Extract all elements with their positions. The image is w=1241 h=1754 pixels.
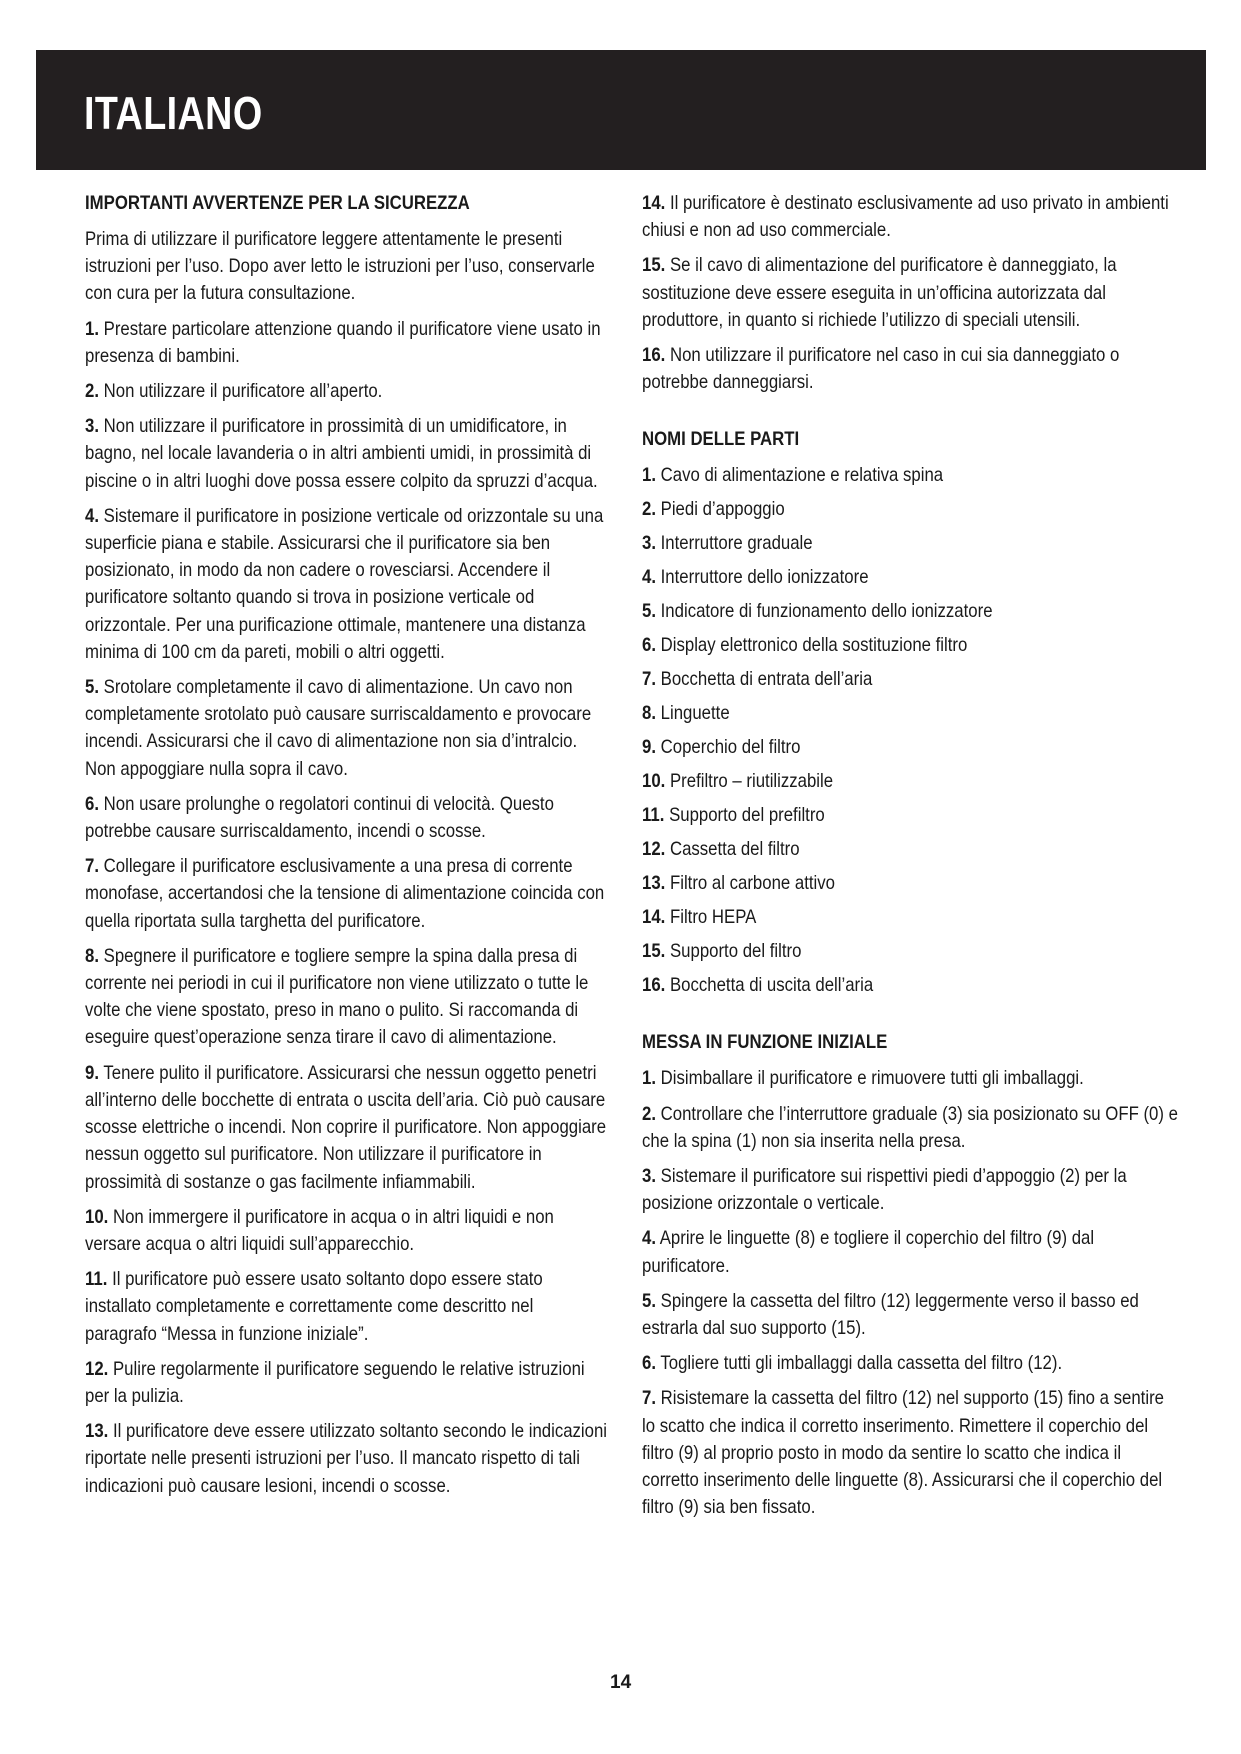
part-item: 13. Filtro al carbone attivo (642, 872, 835, 895)
part-item: 1. Cavo di alimentazione e relativa spina (642, 464, 944, 487)
left-column (85, 190, 610, 1508)
startup-step: 6. Togliere tutti gli imballaggi dalla cassetta del filtro (12). (642, 1352, 1063, 1375)
safety-item: 3. Non utilizzare il purificatore in prossimità di un umidificatore, in bagno, nel locale lavanderia o in altri ambienti umidi, in prossimità di piscine o in altri luoghi dove possa essere colpito da spruzzi d’acqua. (85, 415, 598, 492)
safety-item: 14. Il purificatore è destinato esclusivamente ad uso privato in ambienti chiusi e non ad uso commerciale. (642, 192, 1169, 242)
parts-heading: NOMI DELLE PARTI (642, 428, 800, 451)
part-item: 16. Bocchetta di uscita dell’aria (642, 974, 874, 997)
part-item: 3. Interruttore graduale (642, 532, 813, 555)
part-item: 2. Piedi d’appoggio (642, 498, 785, 521)
safety-item: 12. Pulire regolarmente il purificatore seguendo le relative istruzioni per la pulizia. (85, 1357, 585, 1407)
safety-item: 2. Non utilizzare il purificatore all’aperto. (85, 380, 383, 403)
part-item: 4. Interruttore dello ionizzatore (642, 566, 869, 589)
startup-step: 7. Risistemare la cassetta del filtro (12) nel supporto (15) fino a sentire lo scatto che indica il corretto inserimento. Rimettere il coperchio del filtro (9) al proprio posto in modo da sentire lo scatto che indica il corretto inserimento delle linguette (8). Assicurarsi che il coperchio del filtro (9) sia ben fissato. (642, 1387, 1164, 1519)
part-item: 8. Linguette (642, 702, 730, 725)
page-number: 14 (610, 1672, 632, 1693)
safety-item: 10. Non immergere il purificatore in acqua o in altri liquidi e non versare acqua o altri liquidi sull’apparecchio. (85, 1205, 554, 1255)
safety-item: 7. Collegare il purificatore esclusivamente a una presa di corrente monofase, accertandosi che la tensione di alimentazione coincida con quella riportata sulla targhetta del purificatore. (85, 855, 605, 932)
part-item: 6. Display elettronico della sostituzione filtro (642, 634, 968, 657)
startup-step: 2. Controllare che l’interruttore graduale (3) sia posizionato su OFF (0) e che la spina (1) non sia inserita nella presa. (642, 1102, 1178, 1152)
safety-intro: Prima di utilizzare il purificatore leggere attentamente le presenti istruzioni per l’uso. Dopo aver letto le istruzioni per l’uso, conservarle con cura per la futura consultazione. (85, 228, 595, 305)
startup-step: 3. Sistemare il purificatore sui rispettivi piedi d’appoggio (2) per la posizione orizzontale o verticale. (642, 1165, 1127, 1215)
startup-heading: MESSA IN FUNZIONE INIZIALE (642, 1031, 888, 1054)
part-item: 10. Prefiltro – riutilizzabile (642, 770, 834, 793)
part-item: 11. Supporto del prefiltro (642, 804, 825, 827)
part-item: 12. Cassetta del filtro (642, 838, 800, 861)
safety-item: 9. Tenere pulito il purificatore. Assicurarsi che nessun oggetto penetri all’interno delle bocchette di entrata o uscita dell’aria. Ciò può causare scosse elettriche o incendi. Non coprire il purificatore. Non appoggiare nessun oggetto sul purificatore. Non utilizzare il purificatore in prossimità di sostanze o gas facilmente infiammabili. (85, 1061, 607, 1193)
language-title: ITALIANO (84, 87, 263, 139)
safety-item: 6. Non usare prolunghe o regolatori continui di velocità. Questo potrebbe causare surriscaldamento, incendi o scosse. (85, 792, 554, 843)
startup-step: 5. Spingere la cassetta del filtro (12) leggermente verso il basso ed estrarla dal suo supporto (15). (642, 1289, 1139, 1340)
safety-item: 8. Spegnere il purificatore e togliere sempre la spina dalla presa di corrente nei periodi in cui il purificatore non viene utilizzato o tutte le volte che viene spostato, preso in mano o pulito. Si raccomanda di eseguire quest’operazione senza tirare il cavo di alimentazione. (85, 944, 589, 1049)
part-item: 9. Coperchio del filtro (642, 736, 801, 759)
right-column (642, 190, 1182, 1529)
safety-item: 1. Prestare particolare attenzione quando il purificatore viene usato in presenza di bambini. (85, 317, 601, 367)
part-item: 15. Supporto del filtro (642, 940, 802, 963)
safety-item: 4. Sistemare il purificatore in posizione verticale od orizzontale su una superficie piana e stabile. Assicurarsi che il purificatore sia ben posizionato, in modo da non cadere o rovesciarsi. Accendere il purificatore soltanto quando si trova in posizione verticale od orizzontale. Per una purificazione ottimale, mantenere una distanza minima di 100 cm da pareti, mobili o altri oggetti. (85, 504, 604, 663)
safety-item: 15. Se il cavo di alimentazione del purificatore è danneggiato, la sostituzione deve essere eseguita in un’officina autorizzata dal produttore, in quanto si richiede l’utilizzo di speciali utensili. (642, 254, 1117, 331)
part-item: 14. Filtro HEPA (642, 906, 757, 929)
safety-item: 11. Il purificatore può essere usato soltanto dopo essere stato installato completamente e correttamente come descritto nel paragrafo “Messa in funzione iniziale”. (85, 1268, 543, 1345)
part-item: 5. Indicatore di funzionamento dello ionizzatore (642, 600, 993, 623)
startup-step: 4. Aprire le linguette (8) e togliere il coperchio del filtro (9) dal purificatore. (642, 1227, 1095, 1277)
part-item: 7. Bocchetta di entrata dell’aria (642, 668, 873, 691)
safety-heading: IMPORTANTI AVVERTENZE PER LA SICUREZZA (85, 192, 470, 214)
safety-item: 5. Srotolare completamente il cavo di alimentazione. Un cavo non completamente srotolato può causare surriscaldamento e provocare incendi. Assicurarsi che il cavo di alimentazione non sia d’intralcio. Non appoggiare nulla sopra il cavo. (85, 676, 592, 780)
language-header-bar (36, 50, 1206, 170)
safety-item: 16. Non utilizzare il purificatore nel caso in cui sia danneggiato o potrebbe danneggiarsi. (642, 344, 1120, 394)
startup-step: 1. Disimballare il purificatore e rimuovere tutti gli imballaggi. (642, 1067, 1084, 1090)
safety-item: 13. Il purificatore deve essere utilizzato soltanto secondo le indicazioni riportate nelle presenti istruzioni per l’uso. Il mancato rispetto di tali indicazioni può causare lesioni, incendi o scosse. (85, 1420, 608, 1497)
